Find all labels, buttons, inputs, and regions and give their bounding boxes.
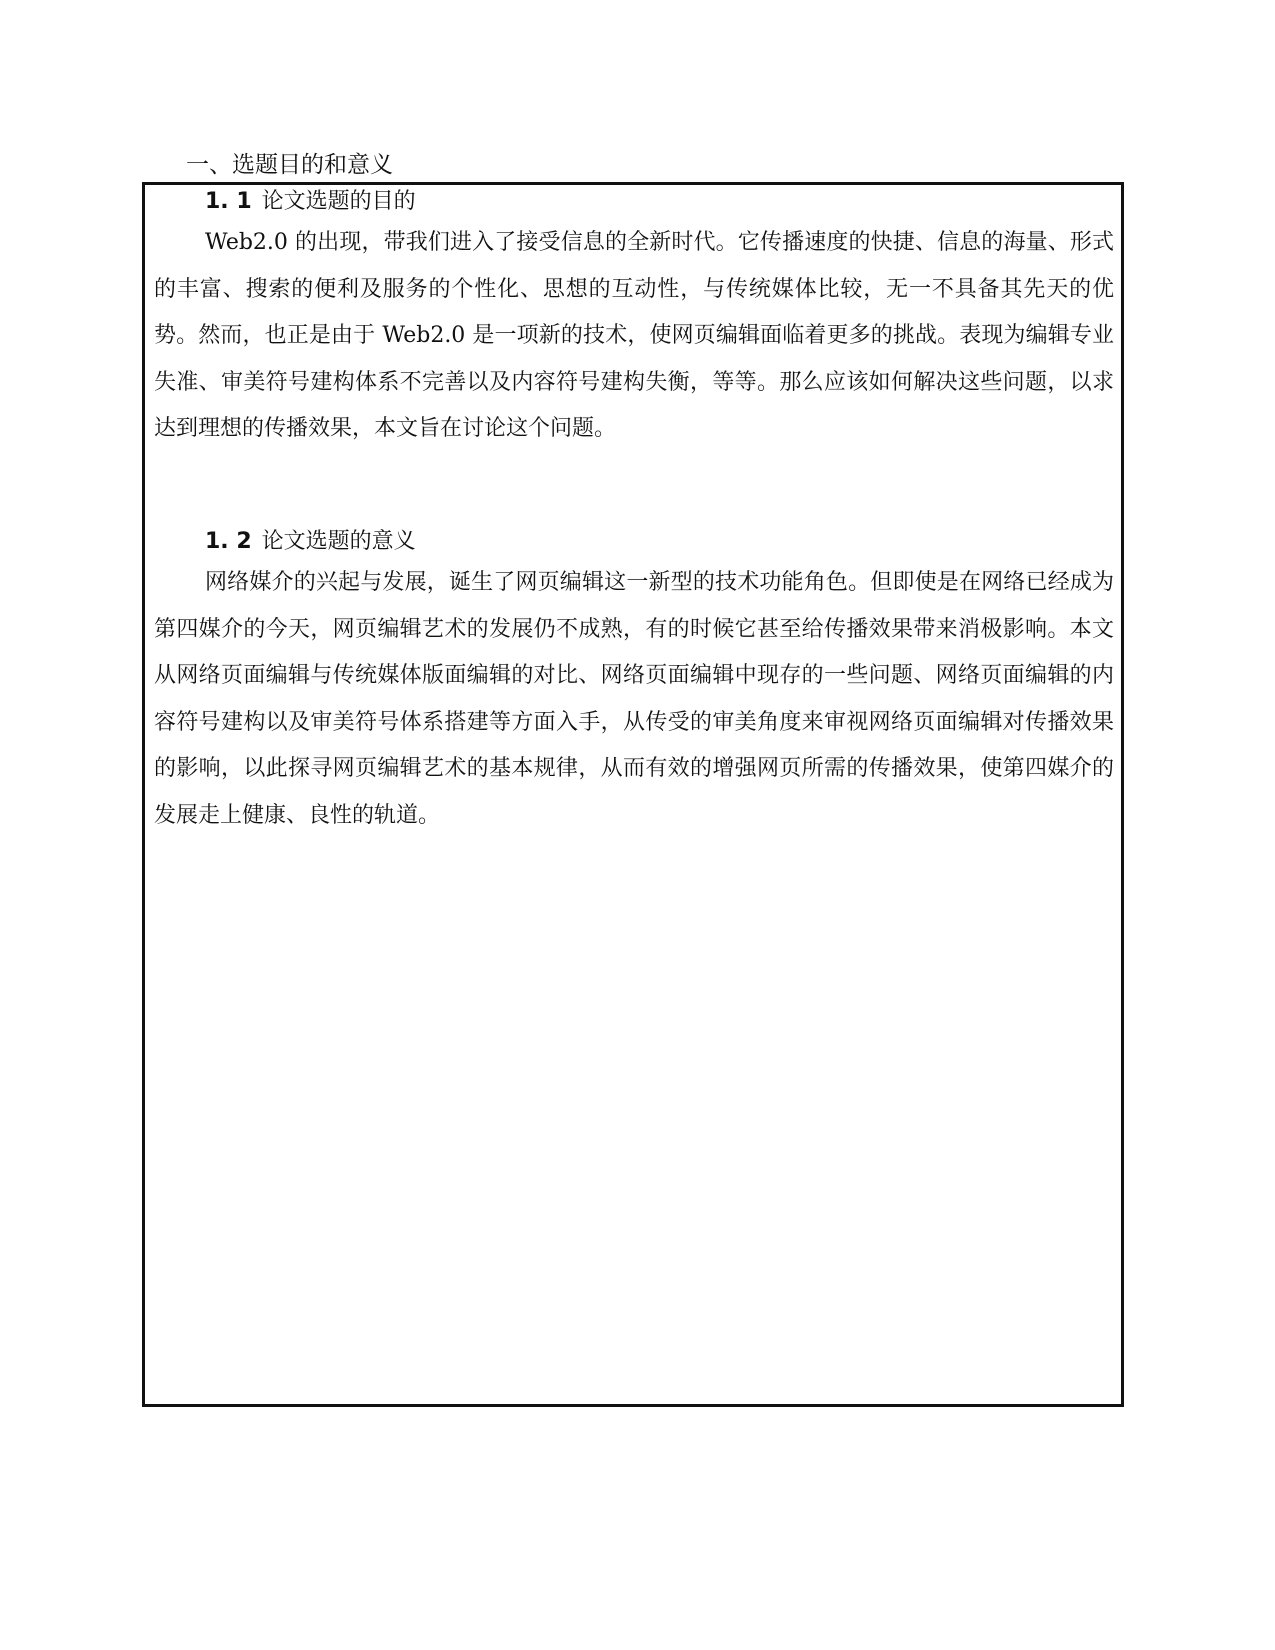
subsection-number: 1. 2 bbox=[205, 529, 252, 554]
section-heading: 一、选题目的和意义 bbox=[186, 152, 393, 178]
subsection-title: 论文选题的目的 bbox=[261, 189, 416, 214]
subsection-number: 1. 1 bbox=[205, 189, 252, 214]
content-box bbox=[142, 182, 1124, 1407]
paragraph-purpose: Web2.0 的出现，带我们进入了接受信息的全新时代。它传播速度的快捷、信息的海量、形式的丰富、搜索的便利及服务的个性化、思想的互动性，与传统媒体比较，无一不具备其先天的优势。然而，也正是由于 Web2.0 是一项新的技术，使网页编辑面临着更多的挑战。表现为编辑专业失准、审美符号建构体系不完善以及内容符号建构失衡，等等。那么应该如何解决这些问题，以求达到理想的传播效果，本文旨在讨论这个问题。 bbox=[154, 230, 1114, 441]
subsection-heading-purpose bbox=[205, 187, 416, 217]
subsection-heading-significance bbox=[205, 527, 416, 557]
subsection-title: 论文选题的意义 bbox=[261, 529, 416, 554]
paragraph-significance: 网络媒介的兴起与发展，诞生了网页编辑这一新型的技术功能角色。但即使是在网络已经成为第四媒介的今天，网页编辑艺术的发展仍不成熟，有的时候它甚至给传播效果带来消极影响。本文从网络页面编辑与传统媒体版面编辑的对比、网络页面编辑中现存的一些问题、网络页面编辑的内容符号建构以及审美符号体系搭建等方面入手，从传受的审美角度来审视网络页面编辑对传播效果的影响，以此探寻网页编辑艺术的基本规律，从而有效的增强网页所需的传播效果，使第四媒介的发展走上健康、良性的轨道。 bbox=[154, 570, 1114, 828]
